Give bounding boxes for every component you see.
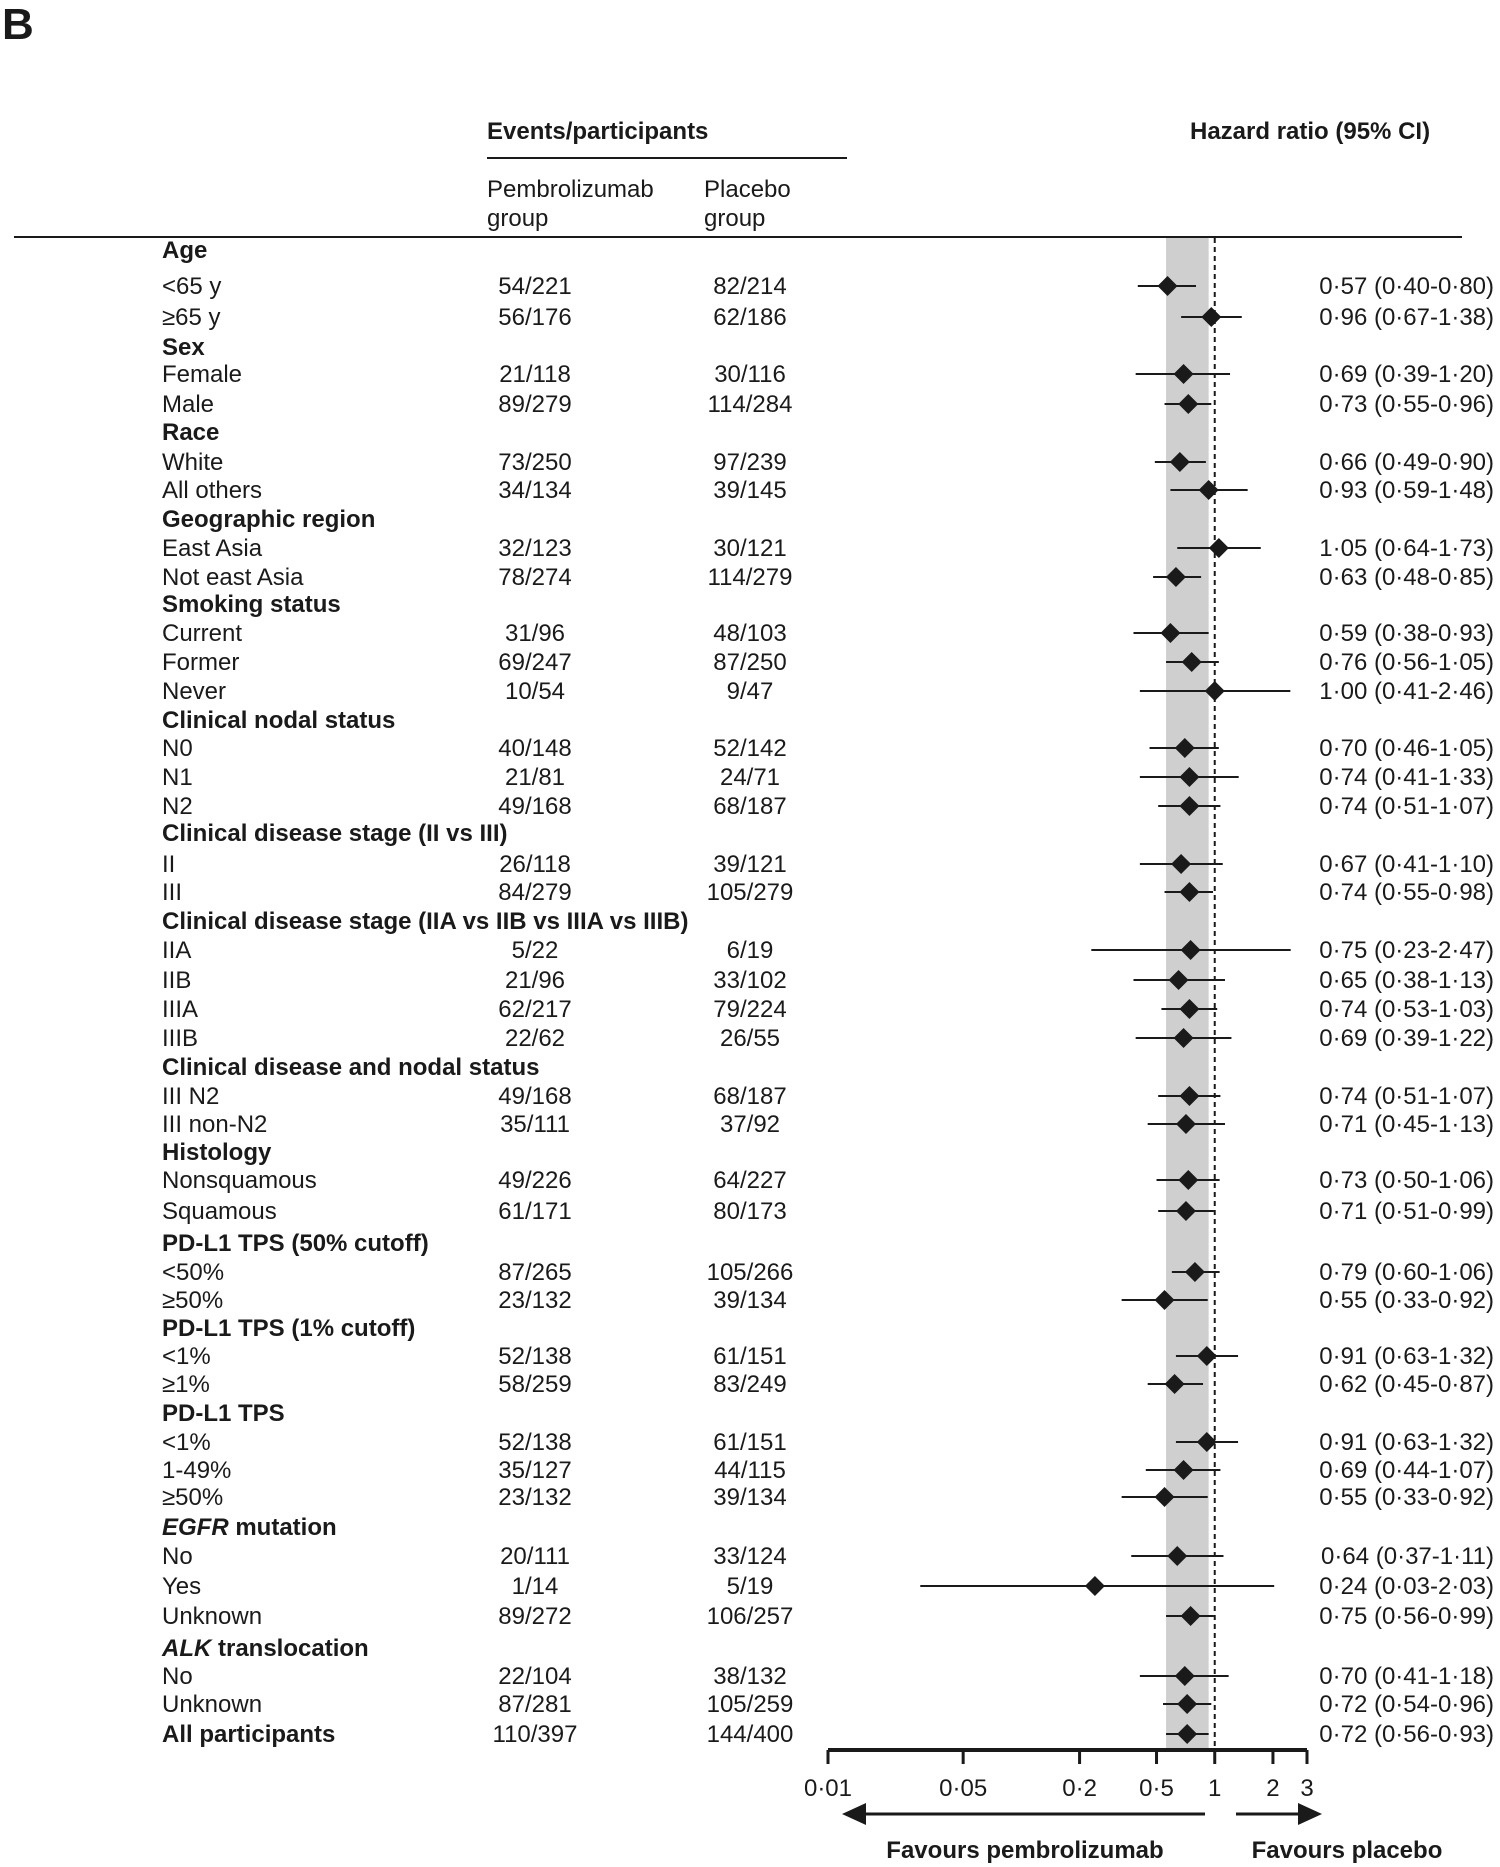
row-label: N1	[162, 764, 193, 791]
hazard-ratio-text: 0·74 (0·51-1·07)	[1319, 793, 1494, 820]
subgroup-header: Smoking status	[162, 591, 341, 618]
hazard-ratio-text: 0·93 (0·59-1·48)	[1319, 477, 1494, 504]
row-label: ≥50%	[162, 1484, 224, 1511]
hazard-ratio-text: 0·55 (0·33-0·92)	[1319, 1484, 1494, 1511]
pembro-events: 1/14	[511, 1573, 559, 1600]
hazard-ratio-text: 0·66 (0·49-0·90)	[1319, 449, 1494, 476]
pembro-events: 26/118	[499, 851, 571, 878]
row-label: White	[162, 449, 224, 476]
row-label: II	[162, 851, 176, 878]
favours-pembrolizumab-label: Favours pembrolizumab	[886, 1837, 1164, 1864]
hazard-ratio-text: 0·74 (0·41-1·33)	[1319, 764, 1494, 791]
placebo-events: 144/400	[706, 1721, 794, 1748]
placebo-events: 39/121	[713, 851, 787, 878]
row-label: N2	[162, 793, 193, 820]
row-label: <65 y	[162, 273, 222, 300]
placebo-events: 114/279	[707, 564, 793, 591]
placebo-events: 48/103	[713, 620, 787, 647]
placebo-events: 52/142	[713, 735, 787, 762]
pembro-events: 34/134	[498, 477, 572, 504]
pembro-events: 78/274	[498, 564, 572, 591]
pembro-events: 54/221	[498, 273, 572, 300]
hazard-ratio-text: 0·70 (0·41-1·18)	[1319, 1663, 1494, 1690]
pembro-events: 40/148	[498, 735, 572, 762]
row-label: Squamous	[162, 1198, 277, 1225]
hazard-ratio-text: 0·72 (0·54-0·96)	[1319, 1691, 1494, 1718]
row-label: IIIA	[162, 996, 199, 1023]
subgroup-header: ALK translocation	[162, 1635, 369, 1662]
placebo-events: 39/134	[713, 1484, 787, 1511]
favours-placebo-label: Favours placebo	[1251, 1837, 1443, 1864]
placebo-events: 83/249	[713, 1371, 787, 1398]
placebo-events: 30/121	[713, 535, 787, 562]
hazard-ratio-text: 1·00 (0·41-2·46)	[1319, 678, 1494, 705]
subgroup-header: Clinical disease stage (IIA vs IIB vs IIIA vs IIIB)	[162, 908, 689, 935]
hazard-ratio-text: 0·74 (0·53-1·03)	[1319, 996, 1494, 1023]
hazard-ratio-text: 0·67 (0·41-1·10)	[1319, 851, 1494, 878]
hazard-ratio-text: 0·79 (0·60-1·06)	[1319, 1259, 1494, 1286]
row-label: IIA	[162, 937, 192, 964]
row-label: ≥50%	[162, 1287, 224, 1314]
overall-ci-band	[1166, 238, 1209, 1750]
placebo-events: 33/124	[713, 1543, 787, 1570]
pembro-events: 73/250	[498, 449, 572, 476]
placebo-events: 64/227	[713, 1167, 787, 1194]
row-label: <1%	[162, 1343, 211, 1370]
pembro-events: 87/265	[498, 1259, 572, 1286]
favours-left-arrowhead	[842, 1803, 866, 1825]
hazard-ratio-text: 0·91 (0·63-1·32)	[1319, 1429, 1494, 1456]
placebo-events: 114/284	[707, 391, 793, 418]
subgroup-header: Clinical disease stage (II vs III)	[162, 820, 508, 847]
hr-point	[1209, 538, 1229, 558]
x-tick-label: 0·01	[803, 1775, 853, 1802]
placebo-events: 61/151	[713, 1343, 787, 1370]
pembro-events: 23/132	[498, 1484, 572, 1511]
hazard-ratio-text: 0·71 (0·51-0·99)	[1319, 1198, 1494, 1225]
subgroup-header: Histology	[162, 1139, 272, 1166]
pembro-events: 89/279	[498, 391, 572, 418]
placebo-events: 68/187	[713, 793, 787, 820]
row-label: Current	[162, 620, 243, 647]
row-label: III N2	[162, 1083, 220, 1110]
placebo-events: 6/19	[726, 937, 774, 964]
pembro-events: 49/226	[498, 1167, 572, 1194]
placebo-events: 61/151	[713, 1429, 787, 1456]
x-tick-label: 3	[1300, 1775, 1314, 1802]
placebo-events: 68/187	[713, 1083, 787, 1110]
header-placebo-line2: group	[704, 205, 766, 232]
row-label: Female	[162, 361, 243, 388]
x-tick-label: 2	[1266, 1775, 1280, 1802]
pembro-events: 10/54	[504, 678, 566, 705]
placebo-events: 97/239	[713, 449, 787, 476]
placebo-events: 105/259	[706, 1691, 794, 1718]
subgroup-header: EGFR mutation	[162, 1514, 337, 1541]
hazard-ratio-text: 0·62 (0·45-0·87)	[1319, 1371, 1494, 1398]
hazard-ratio-text: 0·69 (0·39-1·22)	[1319, 1025, 1494, 1052]
overall-label: All participants	[162, 1721, 336, 1748]
subgroup-header: Clinical nodal status	[162, 707, 396, 734]
placebo-events: 80/173	[713, 1198, 787, 1225]
hazard-ratio-text: 0·63 (0·48-0·85)	[1319, 564, 1494, 591]
hazard-ratio-text: 0·73 (0·55-0·96)	[1319, 391, 1494, 418]
row-label: 1-49%	[162, 1457, 232, 1484]
pembro-events: 20/111	[500, 1543, 570, 1570]
subgroup-header: PD-L1 TPS (50% cutoff)	[162, 1230, 429, 1257]
placebo-events: 106/257	[706, 1603, 794, 1630]
hazard-ratio-text: 0·55 (0·33-0·92)	[1319, 1287, 1494, 1314]
placebo-events: 33/102	[713, 967, 787, 994]
placebo-events: 24/71	[719, 764, 781, 791]
hazard-ratio-text: 0·71 (0·45-1·13)	[1319, 1111, 1494, 1138]
placebo-events: 5/19	[726, 1573, 774, 1600]
placebo-events: 39/145	[713, 477, 787, 504]
subgroup-header: Age	[162, 237, 208, 264]
subgroup-header: Sex	[162, 334, 205, 361]
subgroup-header: PD-L1 TPS	[162, 1400, 285, 1427]
pembro-events: 56/176	[498, 304, 572, 331]
row-label: IIB	[162, 967, 192, 994]
placebo-events: 39/134	[713, 1287, 787, 1314]
hazard-ratio-text: 0·91 (0·63-1·32)	[1319, 1343, 1494, 1370]
x-tick-label: 0·5	[1139, 1775, 1174, 1802]
placebo-events: 82/214	[713, 273, 787, 300]
hazard-ratio-text: 0·59 (0·38-0·93)	[1319, 620, 1494, 647]
pembro-events: 49/168	[498, 1083, 572, 1110]
hazard-ratio-text: 1·05 (0·64-1·73)	[1319, 535, 1494, 562]
pembro-events: 52/138	[498, 1429, 572, 1456]
row-label: All others	[162, 477, 263, 504]
pembro-events: 21/96	[504, 967, 566, 994]
row-label: ≥65 y	[162, 304, 221, 331]
pembro-events: 58/259	[498, 1371, 572, 1398]
hazard-ratio-text: 0·96 (0·67-1·38)	[1319, 304, 1494, 331]
row-label: ≥1%	[162, 1371, 210, 1398]
hazard-ratio-text: 0·69 (0·44-1·07)	[1319, 1457, 1494, 1484]
hazard-ratio-text: 0·75 (0·23-2·47)	[1319, 937, 1494, 964]
subgroup-header: Race	[162, 419, 220, 446]
row-label: Nonsquamous	[162, 1167, 317, 1194]
placebo-events: 30/116	[714, 361, 786, 388]
hazard-ratio-text: 0·73 (0·50-1·06)	[1319, 1167, 1494, 1194]
hazard-ratio-text: 0·74 (0·51-1·07)	[1319, 1083, 1494, 1110]
row-label: <50%	[162, 1259, 225, 1286]
header-hazard-ratio: Hazard ratio (95% CI)	[1190, 118, 1431, 145]
hazard-ratio-text: 0·69 (0·39-1·20)	[1319, 361, 1494, 388]
pembro-events: 61/171	[498, 1198, 572, 1225]
row-label: Never	[162, 678, 227, 705]
x-tick-label: 0·2	[1062, 1775, 1097, 1802]
pembro-events: 110/397	[492, 1721, 578, 1748]
header-pembro-line2: group	[487, 205, 549, 232]
row-label: No	[162, 1543, 193, 1570]
hazard-ratio-text: 0·64 (0·37-1·11)	[1321, 1543, 1494, 1570]
row-label: III	[162, 879, 183, 906]
hazard-ratio-text: 0·65 (0·38-1·13)	[1319, 967, 1494, 994]
row-label: III non-N2	[162, 1111, 268, 1138]
pembro-events: 62/217	[498, 996, 572, 1023]
hazard-ratio-text: 0·57 (0·40-0·80)	[1319, 273, 1494, 300]
pembro-events: 89/272	[498, 1603, 572, 1630]
hazard-ratio-text: 0·75 (0·56-0·99)	[1319, 1603, 1494, 1630]
header-placebo-line1: Placebo	[704, 176, 791, 203]
row-label: IIIB	[162, 1025, 199, 1052]
panel-label: B	[2, 0, 34, 49]
row-label: <1%	[162, 1429, 211, 1456]
placebo-events: 9/47	[726, 678, 774, 705]
x-tick-label: 0·05	[939, 1775, 988, 1802]
x-tick-label: 1	[1208, 1775, 1222, 1802]
subgroup-header: Clinical disease and nodal status	[162, 1054, 540, 1081]
row-label: Former	[162, 649, 240, 676]
subgroup-header: Geographic region	[162, 506, 376, 533]
row-label: Not east Asia	[162, 564, 304, 591]
row-label: Yes	[162, 1573, 202, 1600]
pembro-events: 87/281	[498, 1691, 572, 1718]
placebo-events: 44/115	[714, 1457, 786, 1484]
row-label: No	[162, 1663, 193, 1690]
header-pembro-line1: Pembrolizumab	[487, 176, 654, 203]
pembro-events: 35/127	[498, 1457, 572, 1484]
placebo-events: 105/279	[706, 879, 794, 906]
row-label: N0	[162, 735, 193, 762]
pembro-events: 69/247	[498, 649, 572, 676]
subgroup-header: PD-L1 TPS (1% cutoff)	[162, 1315, 416, 1342]
pembro-events: 22/62	[504, 1025, 566, 1052]
pembro-events: 22/104	[498, 1663, 572, 1690]
header-events-participants: Events/participants	[487, 118, 709, 145]
row-label: Male	[162, 391, 215, 418]
pembro-events: 49/168	[498, 793, 572, 820]
placebo-events: 26/55	[719, 1025, 781, 1052]
pembro-events: 35/111	[500, 1111, 570, 1138]
placebo-events: 62/186	[713, 304, 787, 331]
hazard-ratio-text: 0·72 (0·56-0·93)	[1319, 1721, 1494, 1748]
pembro-events: 52/138	[498, 1343, 572, 1370]
hr-point	[1085, 1576, 1105, 1596]
row-label: Unknown	[162, 1691, 263, 1718]
hazard-ratio-text: 0·24 (0·03-2·03)	[1319, 1573, 1494, 1600]
hazard-ratio-text: 0·76 (0·56-1·05)	[1319, 649, 1494, 676]
favours-right-arrowhead	[1298, 1803, 1322, 1825]
placebo-events: 105/266	[706, 1259, 794, 1286]
pembro-events: 32/123	[498, 535, 572, 562]
pembro-events: 23/132	[498, 1287, 572, 1314]
pembro-events: 21/118	[499, 361, 571, 388]
pembro-events: 21/81	[504, 764, 566, 791]
pembro-events: 31/96	[504, 620, 566, 647]
placebo-events: 38/132	[713, 1663, 787, 1690]
hazard-ratio-text: 0·70 (0·46-1·05)	[1319, 735, 1494, 762]
row-label: Unknown	[162, 1603, 263, 1630]
placebo-events: 37/92	[719, 1111, 781, 1138]
row-label: East Asia	[162, 535, 263, 562]
placebo-events: 79/224	[713, 996, 787, 1023]
placebo-events: 87/250	[713, 649, 787, 676]
pembro-events: 84/279	[498, 879, 572, 906]
hazard-ratio-text: 0·74 (0·55-0·98)	[1319, 879, 1494, 906]
pembro-events: 5/22	[511, 937, 559, 964]
